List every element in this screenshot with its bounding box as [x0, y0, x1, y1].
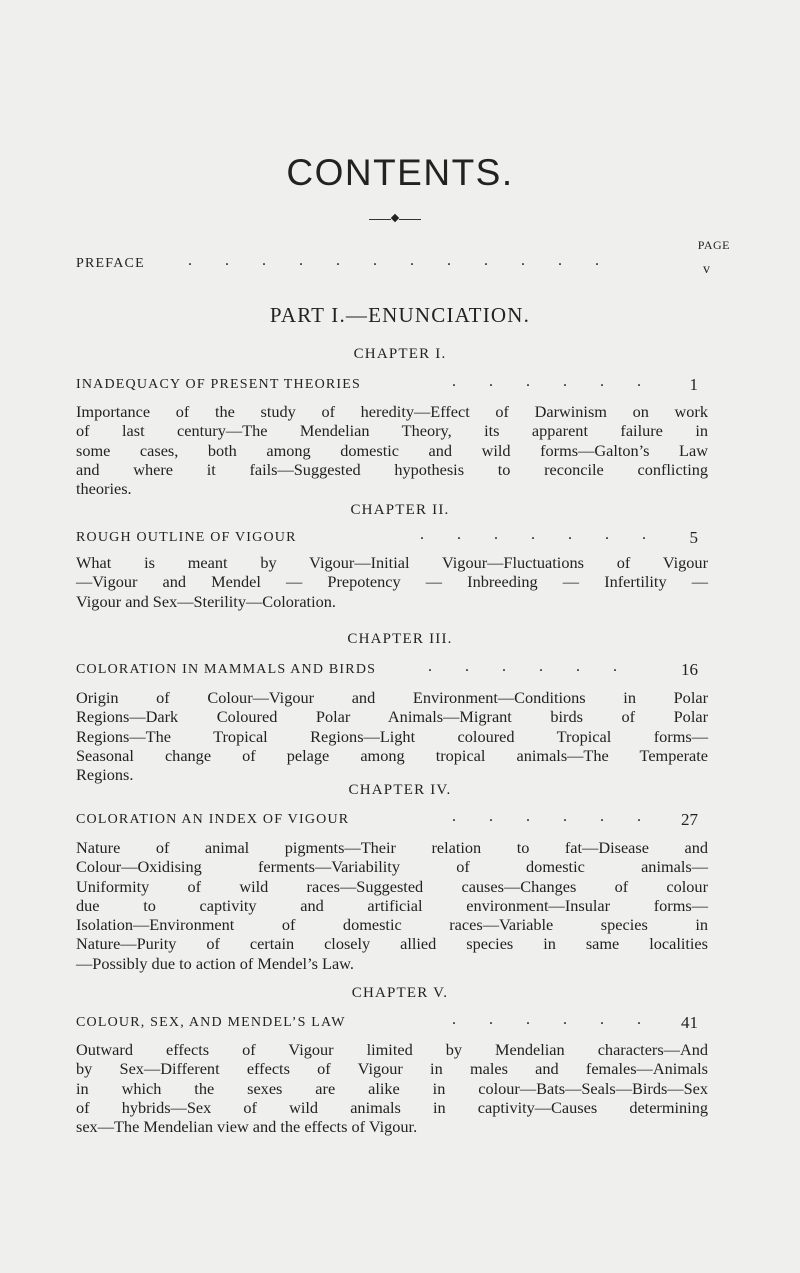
summary-line: and where it fails—Suggested hypothesis to reconcile conflicting: [76, 459, 708, 479]
chapter-leader: . . . . . .: [452, 808, 656, 825]
diamond-icon: [391, 214, 399, 222]
chapter-title: INADEQUACY OF PRESENT THEORIES: [76, 377, 362, 392]
chapter-page: 16: [681, 660, 698, 679]
chapter-page: 27: [681, 810, 698, 829]
summary-line: —Possibly due to action of Mendel’s Law.: [76, 953, 354, 973]
summary-line: by Sex—Different effects of Vigour in males and females—Animals: [76, 1059, 708, 1079]
chapter-leader: . . . . . . .: [420, 526, 661, 543]
chapter-page: 41: [681, 1013, 698, 1032]
summary-line: Regions—Dark Coloured Polar Animals—Migrant birds of Polar: [76, 707, 708, 727]
summary-line: Importance of the study of heredity—Effect of Darwinism on work: [76, 402, 708, 421]
summary-line: Outward effects of Vigour limited by Mendelian characters—And: [76, 1040, 708, 1059]
summary-line: some cases, both among domestic and wild forms—Galton’s Law: [76, 440, 708, 460]
chapter-heading: CHAPTER I.: [353, 346, 447, 362]
ornament-line-left: [369, 219, 391, 220]
preface-page: v: [703, 262, 710, 277]
summary-line: Regions—The Tropical Regions—Light coloured Tropical forms—: [76, 726, 708, 746]
chapter-leader: . . . . . .: [452, 1011, 656, 1028]
chapter-summary: [76, 688, 708, 784]
chapter-summary: [76, 553, 708, 611]
chapter-title: COLORATION IN MAMMALS AND BIRDS: [76, 662, 377, 677]
page-title: CONTENTS.: [286, 152, 514, 193]
summary-line: Colour—Oxidising ferments—Variability of domestic animals—: [76, 857, 708, 877]
ornament-line-right: [399, 219, 421, 220]
chapter-page: 5: [689, 528, 698, 547]
preface-leader: . . . . . . . . . . . .: [188, 252, 614, 269]
summary-line: in which the sexes are alike in colour—Bats—Seals—Birds—Sex: [76, 1078, 708, 1098]
summary-line: of last century—The Mendelian Theory, its apparent failure in: [76, 421, 708, 441]
summary-line: Isolation—Environment of domestic races—Variable species in: [76, 915, 708, 935]
summary-line: of hybrids—Sex of wild animals in captivity—Causes determining: [76, 1097, 708, 1117]
summary-line: Regions.: [76, 765, 134, 785]
summary-line: Seasonal change of pelage among tropical animals—The Temperate: [76, 745, 708, 765]
chapter-summary: [76, 838, 708, 973]
chapter-title: COLORATION AN INDEX OF VIGOUR: [76, 812, 350, 827]
chapter-leader: . . . . . .: [452, 373, 656, 390]
chapter-heading: CHAPTER IV.: [348, 782, 452, 798]
summary-line: Nature—Purity of certain closely allied species in same localities: [76, 934, 708, 954]
ornament-divider: [369, 213, 429, 227]
summary-line: due to captivity and artificial environment—Insular forms—: [76, 895, 708, 915]
chapter-heading: CHAPTER V.: [351, 985, 449, 1001]
preface-label: PREFACE: [76, 256, 145, 271]
summary-line: sex—The Mendelian view and the effects of Vigour.: [76, 1117, 418, 1137]
summary-line: Origin of Colour—Vigour and Environment—Conditions in Polar: [76, 688, 708, 707]
summary-line: theories.: [76, 479, 132, 499]
chapter-leader: . . . . . .: [428, 658, 632, 675]
chapter-heading: CHAPTER II.: [350, 502, 450, 518]
summary-line: What is meant by Vigour—Initial Vigour—Fluctuations of Vigour: [76, 553, 708, 572]
summary-line: Uniformity of wild races—Suggested causes—Changes of colour: [76, 876, 708, 896]
summary-line: —Vigour and Mendel — Prepotency — Inbreeding — Infertility —: [76, 572, 708, 592]
chapter-summary: [76, 1040, 708, 1136]
part-heading: PART I.—ENUNCIATION.: [269, 303, 531, 327]
chapter-page: 1: [689, 375, 698, 394]
chapter-heading: CHAPTER III.: [347, 631, 453, 647]
summary-line: Nature of animal pigments—Their relation to fat—Disease and: [76, 838, 708, 857]
chapter-summary: [76, 402, 708, 498]
summary-line: Vigour and Sex—Sterility—Coloration.: [76, 591, 336, 611]
chapter-title: COLOUR, SEX, AND MENDEL’S LAW: [76, 1015, 346, 1030]
chapter-title: ROUGH OUTLINE OF VIGOUR: [76, 530, 297, 545]
page-column-label: PAGE: [697, 238, 730, 252]
